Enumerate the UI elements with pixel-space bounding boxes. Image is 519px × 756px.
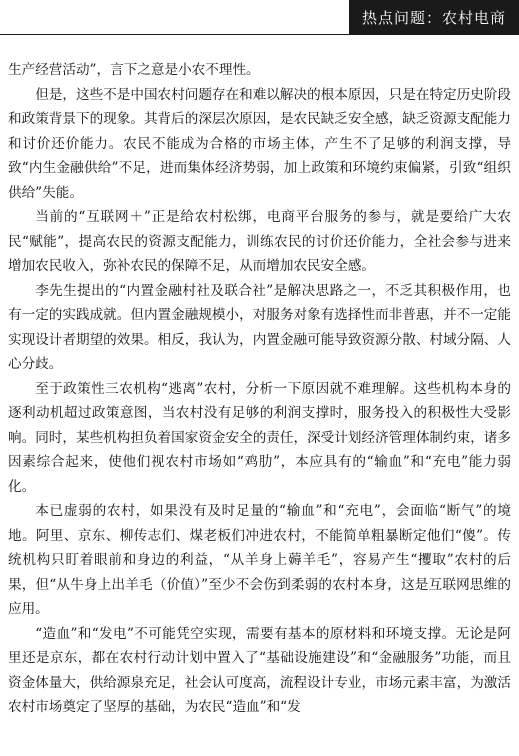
paragraph: “造血”和“发电”不可能凭空实现，需要有基本的原材料和环境支撑。无论是阿里还是京东，都在农村行动计划中置入了“基础设施建设”和“金融服务”功能，而且资金体量大，供给源泉充足，社会认可度高，流程设计专业，市场元素丰富，为激活农村市场奠定了坚厚的基础，为农民“造血”和“发 <box>8 625 511 715</box>
paragraph: 本已虚弱的农村，如果没有及时足量的“输血”和“充电”，会面临“断气”的境地。阿里、京东、柳传志们、煤老板们冲进农村，不能简单粗暴断定他们“傻”。传统机构只盯着眼前和身边的利益，“从羊身上薅羊毛”，容易产生“攫取”农村的后果，但“从牛身上出羊毛（价值）”至少不会伤到柔弱的农村本身，这是互联网思维的应用。 <box>8 503 511 617</box>
section-title: 热点问题：农村电商 <box>361 8 506 27</box>
paragraph: 至于政策性三农机构“逃离”农村，分析一下原因就不难理解。这些机构本身的逐利动机超过政策意图，当农村没有足够的利润支撑时，服务投入的积极性大受影响。同时，某些机构担负着国家资金安全的责任，深受计划经济管理体制约束，诸多因素综合起来，使他们视农村市场如“鸡肋”，本应具有的“输血”和“充电”能力弱化。 <box>8 380 511 495</box>
paragraph: 当前的“互联网＋”正是给农村松绑，电商平台服务的参与，就是要给广大农民“赋能”，提高农民的资源支配能力，训练农民的讨价还价能力，全社会参与进来增加农民收入，弥补农民的保障不足，从而增加农民安全感。 <box>8 209 511 274</box>
header-divider <box>0 34 519 35</box>
section-title-banner <box>349 0 519 34</box>
paragraph: 但是，这些不是中国农村问题存在和难以解决的根本原因，只是在特定历史阶段和政策背景下的现象。其背后的深层次原因，是农民缺乏安全感，缺乏资源支配能力和讨价还价能力。农民不能成为合格的市场主体，产生不了足够的利润支撑，导致“内生金融供给”不足，进而集体经济势弱，加上政策和环境约束偏紧，引致“组织供给”失能。 <box>8 86 511 201</box>
paragraph: 李先生提出的“内置金融村社及联合社”是解决思路之一，不乏其积极作用，也有一定的实践成就。但内置金融规模小，对服务对象有选择性而非普惠，并不一定能实现设计者期望的效果。相反，我认为，内置金融可能导致资源分散、村域分隔、人心分歧。 <box>8 282 511 372</box>
article-body <box>8 58 511 720</box>
paragraph: 生产经营活动”，言下之意是小农不理性。 <box>8 62 260 78</box>
